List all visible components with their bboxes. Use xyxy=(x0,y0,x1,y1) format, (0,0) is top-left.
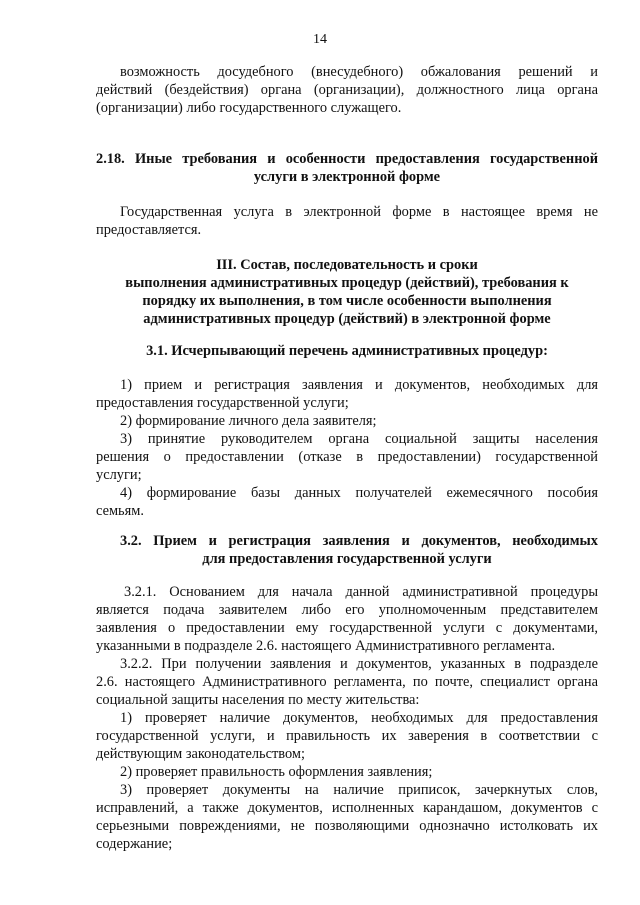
heading-line: 2.18. Иные требования и особенности предоставления государственной xyxy=(96,151,598,167)
text-line: 3.2.2. При получении заявления и документов, указанных в подразделе xyxy=(120,656,598,672)
text-line: указанными в подразделе 2.6. настоящего Административного регламента. xyxy=(96,638,556,654)
list-item: предоставления государственной услуги; xyxy=(96,395,349,411)
text-line: (организации) либо государственного служащего. xyxy=(96,100,402,116)
section-3-1-heading xyxy=(96,342,598,360)
text-line: заявления о предоставлении ему государственной услуги с документами, xyxy=(96,620,598,636)
list-item: 1) проверяет наличие документов, необходимых для предоставления xyxy=(120,710,598,726)
list-item: 2) проверяет правильность оформления заявления; xyxy=(120,764,433,780)
section-2-18-heading xyxy=(96,150,598,186)
heading-line: порядку их выполнения, в том числе особенности выполнения xyxy=(142,293,552,309)
text-line: предоставляется. xyxy=(96,222,202,238)
list-item: 2) формирование личного дела заявителя; xyxy=(120,413,377,429)
heading-line: услуги в электронной форме xyxy=(253,169,441,185)
page-number: 14 xyxy=(313,32,327,47)
list-item: государственной услуги, и правильность их заверения в соответствии с xyxy=(96,728,598,744)
paragraph-3-2-2-list xyxy=(96,709,598,853)
list-item: 1) прием и регистрация заявления и документов, необходимых для xyxy=(120,377,598,393)
list-item: содержание; xyxy=(96,836,173,852)
section-2-18-body xyxy=(96,203,598,239)
text-line: Государственная услуга в электронной форме в настоящее время не xyxy=(120,204,598,220)
section-3-2-heading xyxy=(96,532,598,568)
paragraph-3-2-1 xyxy=(96,583,598,655)
list-item: действующим законодательством; xyxy=(96,746,305,762)
text-line: является подача заявителем либо его уполномоченным представителем xyxy=(96,602,598,618)
heading-line: 3.1. Исчерпывающий перечень административных процедур: xyxy=(146,343,548,359)
list-item: услуги; xyxy=(96,467,142,483)
continuation-paragraph xyxy=(96,63,598,117)
heading-line: 3.2. Прием и регистрация заявления и документов, необходимых xyxy=(120,533,598,549)
heading-line: для предоставления государственной услуги xyxy=(202,551,492,567)
list-item: решения о предоставлении (отказе в предоставлении) государственной xyxy=(96,449,598,465)
section-III-heading xyxy=(96,256,598,328)
heading-line: административных процедур (действий) в электронной форме xyxy=(143,311,551,327)
list-item: исправлений, а также документов, исполненных карандашом, документов с xyxy=(96,800,598,816)
list-item: 3) принятие руководителем органа социальной защиты населения xyxy=(120,431,598,447)
text-line: действий (бездействия) органа (организации), должностного лица органа xyxy=(96,82,598,98)
section-3-1-list xyxy=(96,376,598,520)
list-item: семьям. xyxy=(96,503,144,519)
list-item: серьезными повреждениями, не позволяющими однозначно истолковать их xyxy=(96,818,598,834)
text-line: 3.2.1. Основанием для начала данной административной процедуры xyxy=(124,584,598,600)
text-line: возможность досудебного (внесудебного) обжалования решений и xyxy=(120,64,598,80)
list-item: 3) проверяет документы на наличие приписок, зачеркнутых слов, xyxy=(120,782,598,798)
text-line: 2.6. настоящего Административного регламента, по почте, специалист органа xyxy=(96,674,598,690)
heading-line: III. Состав, последовательность и сроки xyxy=(216,257,478,273)
paragraph-3-2-2 xyxy=(96,655,598,709)
text-line: социальной защиты населения по месту жительства: xyxy=(96,692,420,708)
list-item: 4) формирование базы данных получателей ежемесячного пособия xyxy=(120,485,598,501)
heading-line: выполнения административных процедур (действий), требования к xyxy=(125,275,569,291)
